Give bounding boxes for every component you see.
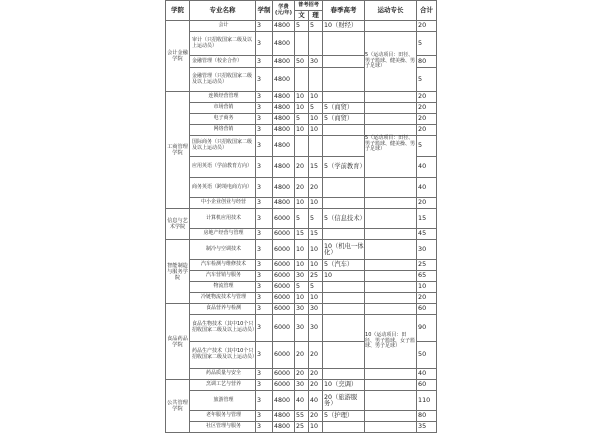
- program-name: 药品质量与安全: [190, 369, 256, 380]
- program-name: 会计: [190, 21, 256, 32]
- sports-quota: 5（运动项目：田径、男子篮球、健美操、男子足球）: [365, 136, 417, 178]
- table-row: [166, 114, 437, 125]
- program-name: 制冷与空调技术: [190, 240, 256, 260]
- tuition: 4800: [273, 56, 295, 68]
- tuition: 6000: [273, 240, 295, 260]
- program-name: 应用英语（学前教育方向）: [190, 157, 256, 178]
- arts-quota: [295, 68, 309, 92]
- program-name: 社区管理与服务: [190, 422, 256, 433]
- spring-quota: [323, 229, 365, 240]
- total: 40: [417, 157, 437, 178]
- table-row: [166, 271, 437, 282]
- science-quota: 5: [309, 282, 323, 293]
- spring-quota: 5（护理）: [323, 411, 365, 422]
- table-row: [166, 304, 437, 315]
- admissions-table: [165, 0, 437, 433]
- duration: 3: [256, 240, 273, 260]
- program-name: 旅游管理: [190, 391, 256, 411]
- science-quota: 40: [309, 391, 323, 411]
- tuition: 4800: [273, 178, 295, 198]
- arts-quota: [295, 136, 309, 157]
- arts-quota: 55: [295, 411, 309, 422]
- sports-quota: [365, 411, 417, 422]
- science-quota: [309, 136, 323, 157]
- college-name: 会计金融学院: [166, 21, 190, 92]
- sports-quota: [365, 103, 417, 114]
- science-quota: 10: [309, 240, 323, 260]
- college-name: 食品药品学院: [166, 304, 190, 380]
- science-quota: 20: [309, 178, 323, 198]
- duration: 3: [256, 125, 273, 136]
- total: 20: [417, 103, 437, 114]
- header-spring: 春季高考: [323, 1, 365, 21]
- sports-quota: [365, 271, 417, 282]
- header-arts: 文: [295, 11, 309, 21]
- spring-quota: [323, 342, 365, 369]
- arts-quota: 10: [295, 198, 309, 209]
- sports-quota: [365, 282, 417, 293]
- tuition: 4800: [273, 32, 295, 56]
- sports-quota: [365, 380, 417, 391]
- spring-quota: 5（学前教育）: [323, 157, 365, 178]
- tuition: 6000: [273, 282, 295, 293]
- spring-quota: [323, 315, 365, 342]
- total: 35: [417, 422, 437, 433]
- total: 5: [417, 68, 437, 92]
- duration: 3: [256, 68, 273, 92]
- arts-quota: 20: [295, 157, 309, 178]
- duration: 3: [256, 103, 273, 114]
- total: 65: [417, 271, 437, 282]
- program-name: 房地产经营与管理: [190, 229, 256, 240]
- header-quota-group: 普考招考: [295, 1, 323, 11]
- tuition: 4800: [273, 125, 295, 136]
- duration: 3: [256, 422, 273, 433]
- arts-quota: 15: [295, 229, 309, 240]
- header-sports: 运动专长: [365, 1, 417, 21]
- total: 25: [417, 260, 437, 271]
- duration: 3: [256, 369, 273, 380]
- duration: 3: [256, 209, 273, 229]
- spring-quota: [323, 293, 365, 304]
- program-name: 国际商务（只招收国家二级及以上运动员）: [190, 136, 256, 157]
- duration: 3: [256, 271, 273, 282]
- science-quota: 10: [309, 260, 323, 271]
- program-name: 物流管理: [190, 282, 256, 293]
- science-quota: 10: [309, 293, 323, 304]
- duration: 3: [256, 21, 273, 32]
- college-name: 公共管理学院: [166, 380, 190, 433]
- arts-quota: 5: [295, 282, 309, 293]
- tuition: 6000: [273, 271, 295, 282]
- arts-quota: 10: [295, 240, 309, 260]
- duration: 3: [256, 293, 273, 304]
- science-quota: 30: [309, 304, 323, 315]
- total: 10: [417, 282, 437, 293]
- duration: 3: [256, 114, 273, 125]
- table-row: [166, 125, 437, 136]
- total: 110: [417, 391, 437, 411]
- arts-quota: 20: [295, 342, 309, 369]
- spring-quota: [323, 56, 365, 68]
- program-name: 冷链物流技术与管理: [190, 293, 256, 304]
- duration: 3: [256, 32, 273, 56]
- total: 60: [417, 380, 437, 391]
- duration: 3: [256, 260, 273, 271]
- sports-quota: [365, 391, 417, 411]
- duration: 3: [256, 380, 273, 391]
- science-quota: 10: [309, 125, 323, 136]
- program-name: 金融管理（校企合作）: [190, 56, 256, 68]
- total: 5: [417, 32, 437, 56]
- spring-quota: [323, 304, 365, 315]
- science-quota: 25: [309, 271, 323, 282]
- total: 20: [417, 21, 437, 32]
- spring-quota: 10（机电一体化）: [323, 240, 365, 260]
- duration: 3: [256, 315, 273, 342]
- spring-quota: [323, 32, 365, 56]
- spring-quota: [323, 136, 365, 157]
- arts-quota: 30: [295, 315, 309, 342]
- college-name: 信息与艺术学院: [166, 209, 190, 240]
- spring-quota: 5（商贸）: [323, 114, 365, 125]
- total: 40: [417, 178, 437, 198]
- science-quota: [309, 32, 323, 56]
- table-row: [166, 422, 437, 433]
- tuition: 4800: [273, 198, 295, 209]
- program-name: 食品生物技术（其中10个只招收国家二级及以上运动员）: [190, 315, 256, 342]
- arts-quota: 5: [295, 114, 309, 125]
- duration: 3: [256, 411, 273, 422]
- table-row: [166, 198, 437, 209]
- table-row: [166, 178, 437, 198]
- tuition: 4800: [273, 391, 295, 411]
- science-quota: 20: [309, 342, 323, 369]
- science-quota: 5: [309, 209, 323, 229]
- total: 5: [417, 136, 437, 157]
- arts-quota: 20: [295, 369, 309, 380]
- total: 80: [417, 411, 437, 422]
- table-row: [166, 369, 437, 380]
- sports-quota: 10（运动项目：田径、男子篮球、女子篮球、男子足球）: [365, 315, 417, 369]
- tuition: 4800: [273, 411, 295, 422]
- science-quota: 5: [309, 21, 323, 32]
- tuition: 6000: [273, 380, 295, 391]
- spring-quota: 5（汽车）: [323, 260, 365, 271]
- tuition: 4800: [273, 21, 295, 32]
- science-quota: 30: [309, 56, 323, 68]
- table-row: [166, 260, 437, 271]
- arts-quota: 20: [295, 178, 309, 198]
- program-name: 食品营养与检测: [190, 304, 256, 315]
- tuition: 6000: [273, 260, 295, 271]
- sports-quota: [365, 92, 417, 103]
- arts-quota: 10: [295, 103, 309, 114]
- sports-quota: [365, 304, 417, 315]
- spring-quota: [323, 125, 365, 136]
- tuition: 4800: [273, 68, 295, 92]
- program-name: 烹调工艺与营养: [190, 380, 256, 391]
- tuition: 4800: [273, 422, 295, 433]
- spring-quota: [323, 369, 365, 380]
- table-row: [166, 411, 437, 422]
- science-quota: 15: [309, 157, 323, 178]
- duration: 3: [256, 198, 273, 209]
- header-row: [166, 1, 437, 11]
- table-row: [166, 315, 437, 342]
- program-name: 电子商务: [190, 114, 256, 125]
- arts-quota: 30: [295, 304, 309, 315]
- science-quota: 10: [309, 114, 323, 125]
- table-row: [166, 32, 437, 56]
- duration: 3: [256, 92, 273, 103]
- program-name: 连锁经营管理: [190, 92, 256, 103]
- table-row: [166, 103, 437, 114]
- sports-quota: [365, 293, 417, 304]
- total: 60: [417, 304, 437, 315]
- header-science: 理: [309, 11, 323, 21]
- arts-quota: 30: [295, 271, 309, 282]
- program-name: 市场营销: [190, 103, 256, 114]
- college-name: 工商管理学院: [166, 92, 190, 209]
- sports-quota: [365, 369, 417, 380]
- tuition: 4800: [273, 103, 295, 114]
- program-name: 商务英语（跨境电商方向）: [190, 178, 256, 198]
- total: 45: [417, 229, 437, 240]
- spring-quota: 20（旅游服务）: [323, 391, 365, 411]
- arts-quota: 5: [295, 21, 309, 32]
- tuition: 4800: [273, 114, 295, 125]
- sports-quota: [365, 422, 417, 433]
- duration: 3: [256, 157, 273, 178]
- spring-quota: [323, 68, 365, 92]
- tuition: 6000: [273, 209, 295, 229]
- spring-quota: [323, 198, 365, 209]
- sports-quota: 5（运动项目：田径、男子篮球、健美操、男子足球）: [365, 32, 417, 92]
- total: 20: [417, 198, 437, 209]
- total: 30: [417, 240, 437, 260]
- tuition: 6000: [273, 304, 295, 315]
- science-quota: 20: [309, 411, 323, 422]
- science-quota: 20: [309, 369, 323, 380]
- header-school: 学院: [166, 1, 190, 21]
- arts-quota: 30: [295, 380, 309, 391]
- total: 20: [417, 92, 437, 103]
- science-quota: 30: [309, 315, 323, 342]
- duration: 3: [256, 282, 273, 293]
- header-duration: 学制: [256, 1, 273, 21]
- spring-quota: [323, 422, 365, 433]
- spring-quota: [323, 178, 365, 198]
- sports-quota: [365, 114, 417, 125]
- spring-quota: [323, 282, 365, 293]
- program-name: 汽车营销与服务: [190, 271, 256, 282]
- total: 15: [417, 209, 437, 229]
- arts-quota: 10: [295, 260, 309, 271]
- arts-quota: 10: [295, 293, 309, 304]
- spring-quota: 5（信息技术）: [323, 209, 365, 229]
- spring-quota: 10（财经）: [323, 21, 365, 32]
- duration: 3: [256, 391, 273, 411]
- program-name: 中小企业创业与经营: [190, 198, 256, 209]
- total: 50: [417, 342, 437, 369]
- header-tuition: 学费 (元/年): [273, 1, 295, 21]
- table-row: [166, 209, 437, 229]
- college-name: 智能制造与服务学院: [166, 240, 190, 304]
- table-row: [166, 136, 437, 157]
- table-row: [166, 380, 437, 391]
- duration: 3: [256, 136, 273, 157]
- total: 20: [417, 293, 437, 304]
- sports-quota: [365, 260, 417, 271]
- duration: 3: [256, 229, 273, 240]
- sports-quota: [365, 125, 417, 136]
- science-quota: 20: [309, 380, 323, 391]
- arts-quota: 40: [295, 391, 309, 411]
- total: 80: [417, 56, 437, 68]
- duration: 3: [256, 304, 273, 315]
- program-name: 计算机应用技术: [190, 209, 256, 229]
- table-row: [166, 240, 437, 260]
- program-name: 老年服务与管理: [190, 411, 256, 422]
- arts-quota: 25: [295, 422, 309, 433]
- science-quota: 10: [309, 198, 323, 209]
- program-name: 金融管理（只招收国家二级及以上运动员）: [190, 68, 256, 92]
- table-row: [166, 391, 437, 411]
- sports-quota: [365, 209, 417, 229]
- sports-quota: [365, 240, 417, 260]
- total: 20: [417, 114, 437, 125]
- sports-quota: [365, 178, 417, 198]
- tuition: 6000: [273, 369, 295, 380]
- program-name: 审计（只招收国家二级及以上运动员）: [190, 32, 256, 56]
- table-row: [166, 21, 437, 32]
- program-name: 药品生产技术（其中10个只招收国家二级及以上运动员）: [190, 342, 256, 369]
- table-row: [166, 293, 437, 304]
- program-name: 网络营销: [190, 125, 256, 136]
- sports-quota: [365, 229, 417, 240]
- tuition: 6000: [273, 293, 295, 304]
- arts-quota: 10: [295, 92, 309, 103]
- science-quota: [309, 68, 323, 92]
- tuition: 4800: [273, 92, 295, 103]
- tuition: 6000: [273, 229, 295, 240]
- header-program: 专业名称: [190, 1, 256, 21]
- duration: 3: [256, 178, 273, 198]
- spring-quota: 10（烹调）: [323, 380, 365, 391]
- admissions-sheet: [165, 0, 436, 431]
- total: 20: [417, 125, 437, 136]
- table-row: [166, 92, 437, 103]
- arts-quota: 50: [295, 56, 309, 68]
- spring-quota: [323, 92, 365, 103]
- duration: 3: [256, 342, 273, 369]
- total: 90: [417, 315, 437, 342]
- tuition: 6000: [273, 342, 295, 369]
- arts-quota: [295, 32, 309, 56]
- arts-quota: 5: [295, 209, 309, 229]
- tuition: 6000: [273, 315, 295, 342]
- arts-quota: 10: [295, 125, 309, 136]
- science-quota: 15: [309, 229, 323, 240]
- total: 40: [417, 369, 437, 380]
- duration: 3: [256, 56, 273, 68]
- sports-quota: [365, 198, 417, 209]
- tuition: 4800: [273, 157, 295, 178]
- program-name: 汽车检测与维修技术: [190, 260, 256, 271]
- table-row: [166, 229, 437, 240]
- science-quota: 10: [309, 92, 323, 103]
- table-row: [166, 282, 437, 293]
- spring-quota: 5（商贸）: [323, 103, 365, 114]
- header-total: 合计: [417, 1, 437, 21]
- spring-quota: 10: [323, 271, 365, 282]
- science-quota: 10: [309, 422, 323, 433]
- tuition: 4800: [273, 136, 295, 157]
- science-quota: 5: [309, 103, 323, 114]
- sports-quota: [365, 21, 417, 32]
